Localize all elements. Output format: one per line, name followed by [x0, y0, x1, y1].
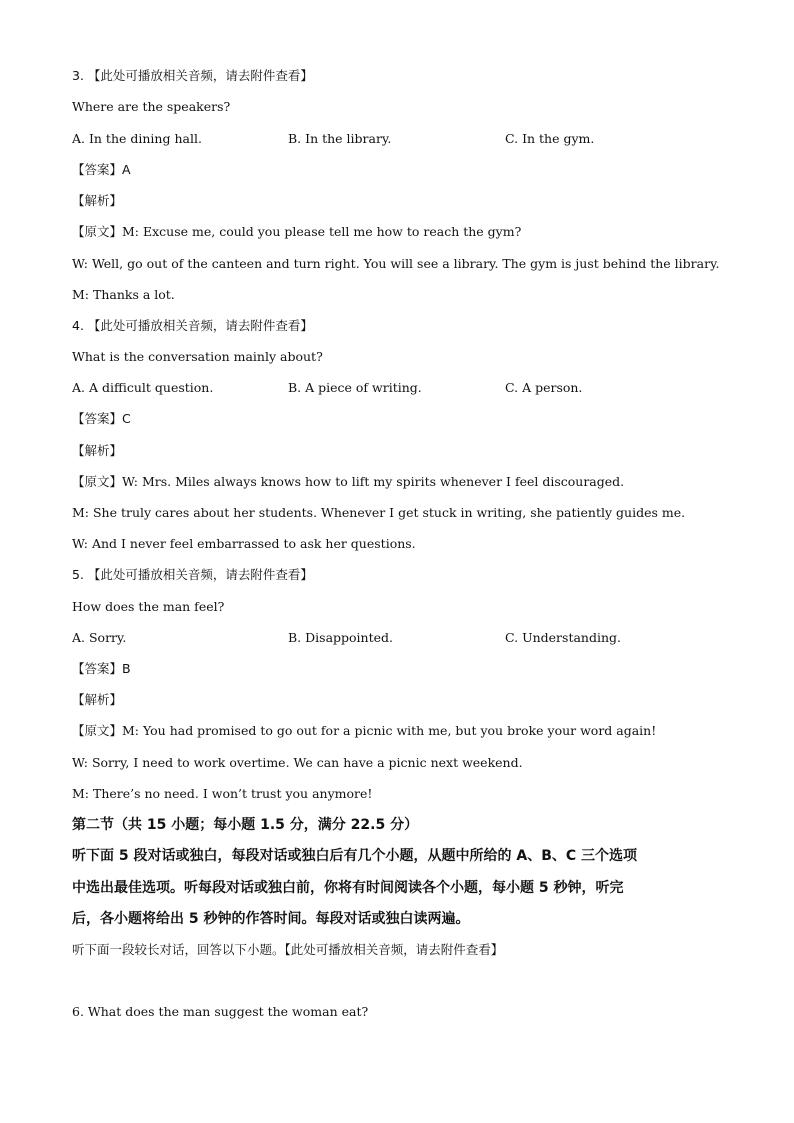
q5-question: How does the man feel? — [72, 599, 225, 614]
section2-instruction-line: 中选出最佳选项。听每段对话或独白前，你将有时间阅读各个小题，每小题 5 秒钟，听完 — [72, 880, 624, 896]
q6-question: 6. What does the man suggest the woman eat? — [72, 1004, 369, 1019]
q4-option-b: B. A piece of writing. — [288, 380, 422, 395]
q3-option-b: B. In the library. — [288, 131, 392, 146]
q5-prompt: 5. 【此处可播放相关音频，请去附件查看】 — [72, 567, 313, 582]
q3-option-a: A. In the dining hall. — [72, 131, 202, 146]
q3-analysis: 【解析】 — [72, 193, 123, 208]
section2-instruction-line: 后，各小题将给出 5 秒钟的作答时间。每段对话或独白读两遍。 — [72, 911, 470, 927]
section2-instruction-line: 听下面 5 段对话或独白，每段对话或独白后有几个小题，从题中所给的 A、B、C 三个选项 — [72, 848, 638, 864]
q3-option-c: C. In the gym. — [505, 131, 595, 146]
q4-option-a: A. A difficult question. — [72, 380, 214, 395]
q4-transcript-line: W: And I never feel embarrassed to ask her questions. — [72, 536, 416, 551]
q3-transcript-line: M: Thanks a lot. — [72, 287, 175, 302]
q4-transcript-line: 【原文】W: Mrs. Miles always knows how to lift my spirits whenever I feel discouraged. — [72, 474, 625, 489]
q4-option-c: C. A person. — [505, 380, 583, 395]
q3-answer: 【答案】A — [72, 162, 131, 177]
q4-prompt: 4. 【此处可播放相关音频，请去附件查看】 — [72, 318, 313, 333]
q5-analysis: 【解析】 — [72, 692, 123, 707]
q3-prompt: 3. 【此处可播放相关音频，请去附件查看】 — [72, 68, 313, 83]
q3-transcript-line: 【原文】M: Excuse me, could you please tell me how to reach the gym? — [72, 224, 522, 239]
section2-heading: 第二节（共 15 小题；每小题 1.5 分，满分 22.5 分） — [72, 817, 419, 833]
q5-option-a: A. Sorry. — [72, 630, 127, 645]
q5-answer: 【答案】B — [72, 661, 131, 676]
q4-question: What is the conversation mainly about? — [72, 349, 323, 364]
q4-analysis: 【解析】 — [72, 443, 123, 458]
q5-option-b: B. Disappointed. — [288, 630, 393, 645]
section2-intro: 听下面一段较长对话，回答以下小题。【此处可播放相关音频，请去附件查看】 — [72, 942, 504, 957]
q3-question: Where are the speakers? — [72, 99, 231, 114]
q5-option-c: C. Understanding. — [505, 630, 621, 645]
q5-transcript-line: W: Sorry, I need to work overtime. We can have a picnic next weekend. — [72, 755, 523, 770]
q5-transcript-line: M: There’s no need. I won’t trust you anymore! — [72, 786, 373, 801]
q4-answer: 【答案】C — [72, 411, 131, 426]
q5-transcript-line: 【原文】M: You had promised to go out for a picnic with me, but you broke your word again! — [72, 723, 657, 738]
q3-transcript-line: W: Well, go out of the canteen and turn right. You will see a library. The gym is just behind the library. — [72, 256, 720, 271]
q4-transcript-line: M: She truly cares about her students. Whenever I get stuck in writing, she patiently guides me. — [72, 505, 686, 520]
